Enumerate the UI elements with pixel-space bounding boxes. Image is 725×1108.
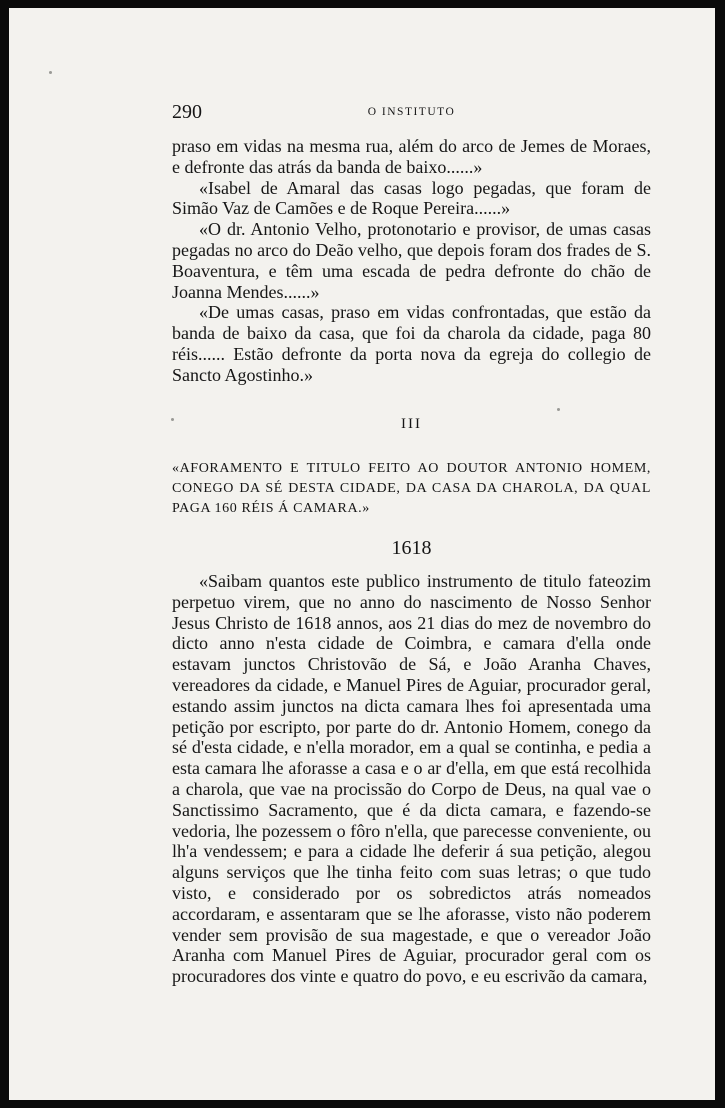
section-number: III: [401, 416, 422, 432]
paragraph-saibam-quantos: «Saibam quantos este publico instrumento de titulo fateozim perpetuo virem, que no anno do nascimento de Nosso Senhor Jesus Christo de 1618 annos, aos 21 dias do mez de novembro do dicto anno n'esta cidade de Coimbra, e camara d'ella onde estavam junctos Christovão de Sá, e João Aranha Chaves, vereadores da cidade, e Manuel Pires de Aguiar, procurador geral, estando assim junctos na dicta camara lhes foi apresentada uma petição por escripto, por parte do dr. Antonio Homem, conego da sé d'esta cidade, e n'ella morador, em a qual se continha, e pedia a esta camara lhe aforasse a casa e o ar d'ella, em que está recolhida a charola, que vae na procissão do Corpo de Deus, na qual vae o Sanctissimo Sacramento, que é da dicta camara, e fazendo-se vedoria, lhe pozessem o fôro n'ella, que parecesse conveniente, ou lh'a vendessem; e para a cidade lhe deferir á sua petição, alegou alguns serviços que lhe tinha feito com suas letras; o que tudo visto, e considerado por os sobredictos atrás nomeados accordaram, e assentaram que se lhe aforasse, visto não poderem vender sem provisão de sua magestade, e que o vereador João Aranha com Manuel Pires de Aguiar, procurador geral com os procuradores dos vinte e quatro do povo, e eu escrivão da camara,: [172, 571, 651, 987]
paragraph-casas-praso: «De umas casas, praso em vidas confrontadas, que estão da banda de baixo da casa, que foi da charola da cidade, paga 80 réis...... Estão defronte da porta nova da egreja do collegio de Sancto Agostinho.»: [172, 302, 651, 385]
paper-speck: [557, 408, 560, 411]
section-1-text: [172, 136, 651, 386]
paragraph-antonio-velho: «O dr. Antonio Velho, protonotario e provisor, de umas casas pegadas no arco do Deão velho, que depois foram dos frades de S. Boaventura, e têm uma escada de pedra defronte do chão de Joanna Mendes......»: [172, 219, 651, 302]
paragraph-continuation: praso em vidas na mesma rua, além do arco de Jemes de Moraes, e defronte das atrás da banda de baixo......»: [172, 136, 651, 177]
paper-speck: [171, 418, 174, 421]
page-number: 290: [172, 101, 202, 123]
paper-speck: [49, 71, 52, 74]
section-year: 1618: [391, 537, 432, 559]
page-header: [172, 98, 651, 128]
section-heading: «AFORAMENTO E TITULO FEITO AO DOUTOR ANTONIO HOMEM, CONEGO DA SÉ DESTA CIDADE, DA CASA DA CHAROLA, DA QUAL PAGA 160 RÉIS Á CAMARA.»: [172, 461, 651, 516]
section-2-text: [172, 571, 651, 987]
running-title: O INSTITUTO: [367, 106, 456, 118]
book-page: [9, 8, 715, 1100]
paragraph-isabel-de-amaral: «Isabel de Amaral das casas logo pegadas, que foram de Simão Vaz de Camões e de Roque Pereira......»: [172, 177, 651, 219]
